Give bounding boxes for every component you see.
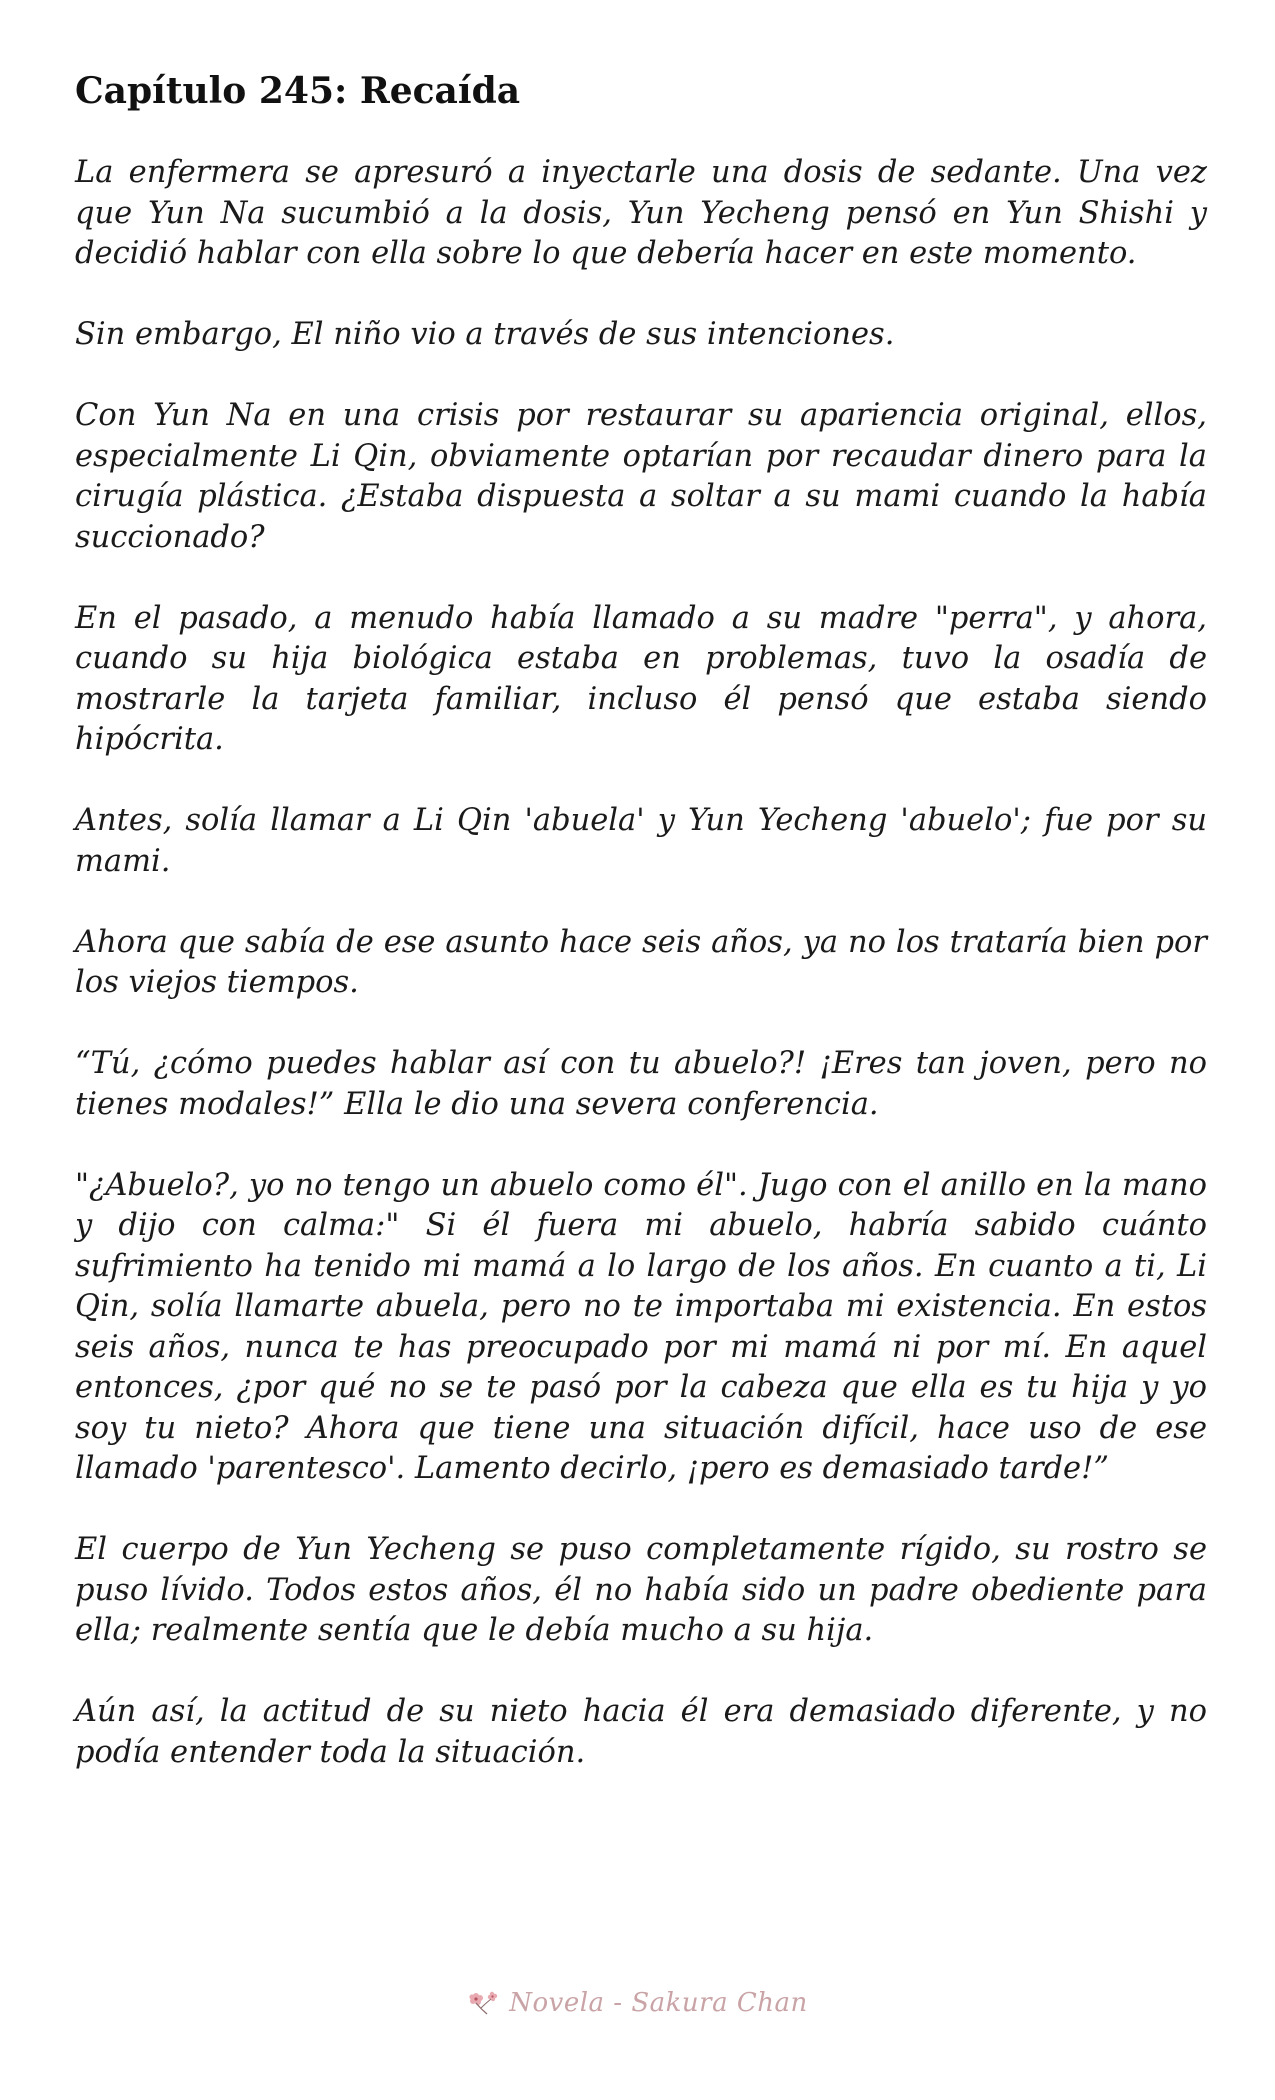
watermark [0,1988,1275,2022]
paragraph: Sin embargo, El niño vio a través de sus intenciones. [75,317,895,353]
paragraph: "¿Abuelo?, yo no tengo un abuelo como él". Jugo con el anillo en la mano y dijo con calma:" Si él fuera mi abuelo, habría sabido cuánto sufrimiento ha tenido mi mamá a lo largo de los años. En cuanto a ti, Li Qin, solía llamarte abuela, pero no te importaba mi existencia. En estos seis años, nunca te has preocupado por mi mamá ni por mí. En aquel entonces, ¿por qué no se te pasó por la cabeza que ella es tu hija y yo soy tu nieto? Ahora que tiene una situación difícil, hace uso de ese llamado 'parentesco'. Lamento decirlo, ¡pero es demasiado tarde!” [75,1167,1207,1487]
paragraph: “Tú, ¿cómo puedes hablar así con tu abuelo?! ¡Eres tan joven, pero no tienes modales!” Ella le dio una severa conferencia. [75,1046,1207,1122]
paragraph: La enfermera se apresuró a inyectarle una dosis de sedante. Una vez que Yun Na sucumbió a la dosis, Yun Yecheng pensó en Yun Shishi y decidió hablar con ella sobre lo que debería hacer en este momento. [75,155,1207,272]
paragraph: Antes, solía llamar a Li Qin 'abuela' y Yun Yecheng 'abuelo'; fue por su mami. [75,803,1207,879]
paragraph: Aún así, la actitud de su nieto hacia él era demasiado diferente, y no podía entender toda la situación. [75,1694,1207,1770]
chapter-page [75,70,1207,1814]
chapter-title: Capítulo 245: Recaída [75,70,521,112]
paragraph: En el pasado, a menudo había llamado a su madre "perra", y ahora, cuando su hija biológica estaba en problemas, tuvo la osadía de mostrarle la tarjeta familiar, incluso él pensó que estaba siendo hipócrita. [75,600,1207,758]
watermark-text: Novela - Sakura Chan [509,1988,808,2018]
paragraph: El cuerpo de Yun Yecheng se puso completamente rígido, su rostro se puso lívido. Todos estos años, él no había sido un padre obediente para ella; realmente sentía que le debía mucho a su hija. [75,1532,1207,1649]
paragraph: Con Yun Na en una crisis por restaurar su apariencia original, ellos, especialmente Li Qin, obviamente optarían por recaudar dinero para la cirugía plástica. ¿Estaba dispuesta a soltar a su mami cuando la había succionado? [75,398,1207,555]
paragraph: Ahora que sabía de ese asunto hace seis años, ya no los trataría bien por los viejos tiempos. [75,924,1207,1001]
cherry-blossom-icon [467,1989,501,2017]
